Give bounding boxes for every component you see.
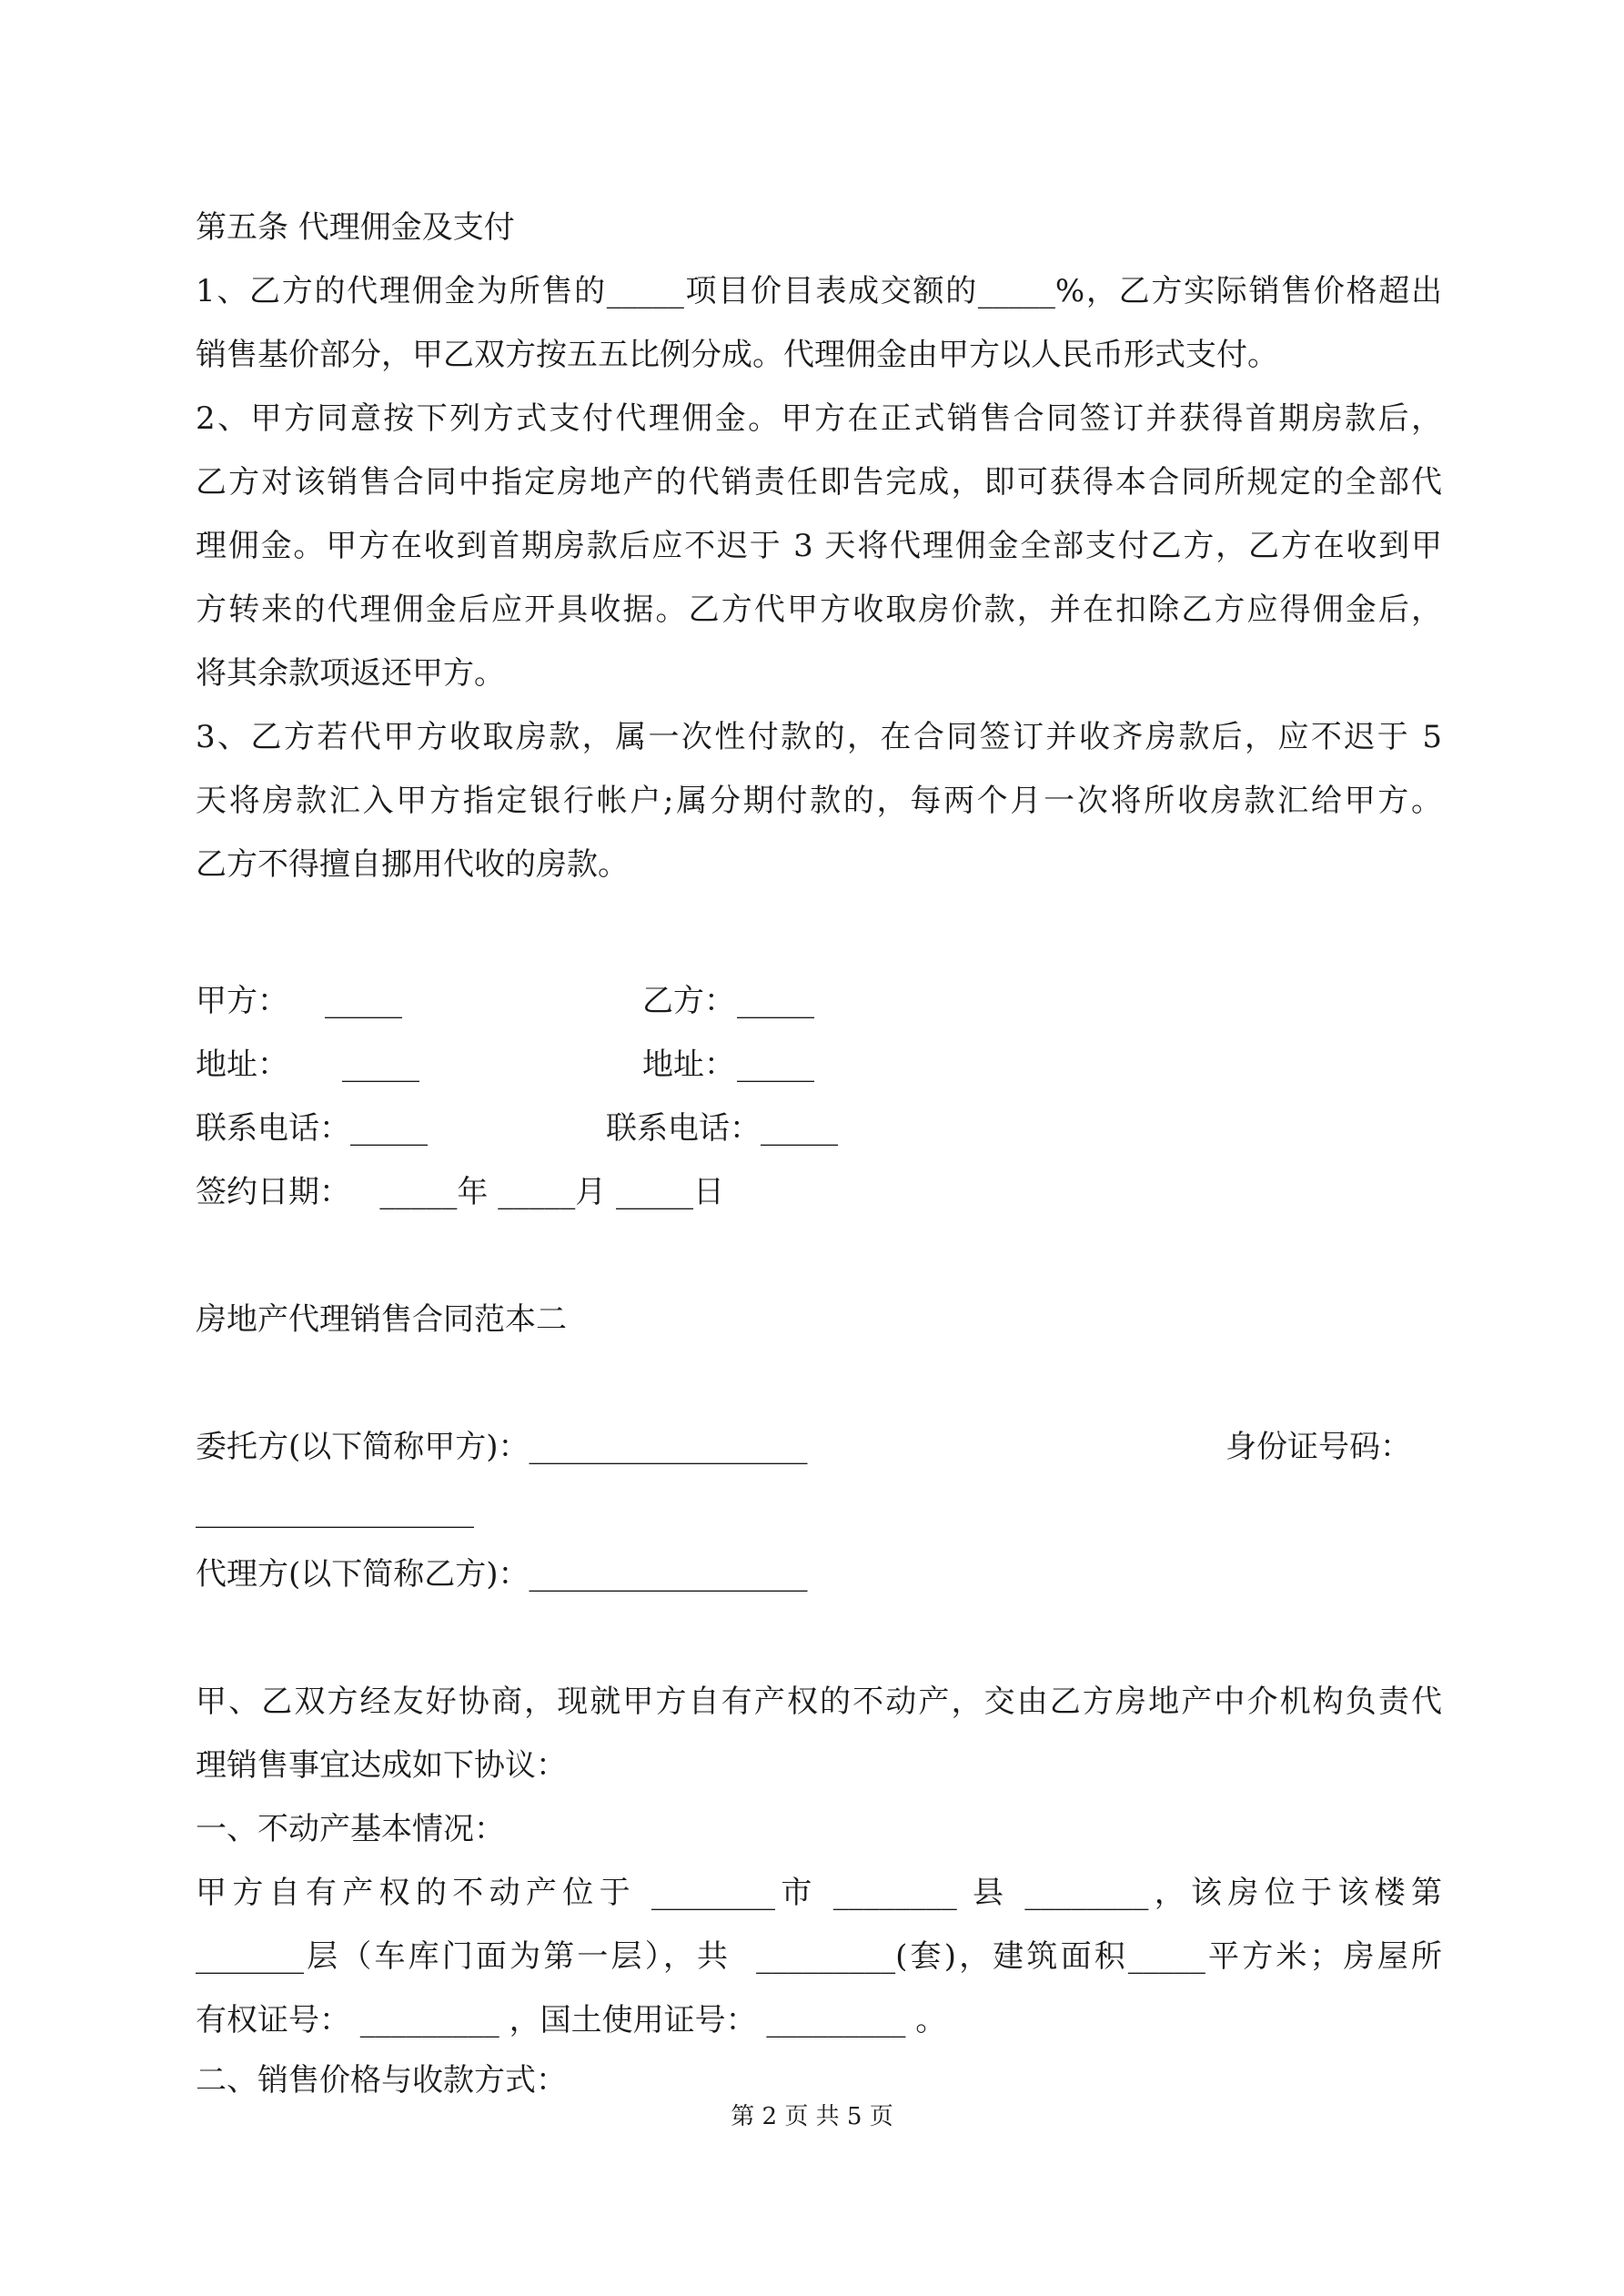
agent-line: 代理方(以下简称乙方)：__________________ <box>196 1556 808 1593</box>
paragraph-line: 天将房款汇入甲方指定银行帐户;属分期付款的，每两个月一次将所收房款汇给甲方。 <box>196 783 1442 819</box>
signing-date-line: 签约日期： _____年 _____月 _____日 <box>196 1174 725 1210</box>
clause-heading: 一、不动产基本情况： <box>196 1811 505 1847</box>
paragraph-line: 乙方对该销售合同中指定房地产的代销责任即告完成，即可获得本合同所规定的全部代 <box>196 464 1442 501</box>
address-a-blank: _____ <box>342 1047 419 1083</box>
paragraph-line: 乙方不得擅自挪用代收的房款。 <box>196 846 629 883</box>
id-number-label: 身份证号码： <box>1226 1429 1411 1465</box>
id-number-blank: __________________ <box>196 1492 474 1529</box>
party-a-blank: _____ <box>325 983 402 1019</box>
contract-title: 房地产代理销售合同范本二 <box>196 1301 567 1338</box>
paragraph-line: 2、甲方同意按下列方式支付代理佣金。甲方在正式销售合同签订并获得首期房款后， <box>196 400 1442 437</box>
paragraph-line: _______层（车库门面为第一层），共 _________(套)，建筑面积_____平方米；房屋所 <box>196 1938 1442 1975</box>
paragraph-line: 理佣金。甲方在收到首期房款后应不迟于 3 天将代理佣金全部支付乙方，乙方在收到甲 <box>196 528 1442 564</box>
page-footer: 第 2 页 共 5 页 <box>731 2103 893 2130</box>
party-a-label: 甲方： <box>196 983 288 1019</box>
phone-b-line: 联系电话：_____ <box>606 1110 838 1147</box>
paragraph-line: 甲、乙双方经友好协商，现就甲方自有产权的不动产，交由乙方房地产中介机构负责代 <box>196 1684 1442 1720</box>
paragraph-line: 方转来的代理佣金后应开具收据。乙方代甲方收取房价款，并在扣除乙方应得佣金后， <box>196 592 1442 628</box>
paragraph-line: 理销售事宜达成如下协议： <box>196 1747 567 1784</box>
paragraph-line: 甲方自有产权的不动产位于 ________市 ________ 县 ________，该房位于该楼第 <box>196 1875 1442 1911</box>
paragraph-line: 将其余款项返还甲方。 <box>196 655 505 692</box>
paragraph-line: 3、乙方若代甲方收取房款，属一次性付款的，在合同签订并收齐房款后，应不迟于 5 <box>196 719 1442 755</box>
address-b-blank: _____ <box>737 1047 814 1083</box>
address-a-label: 地址： <box>196 1047 288 1083</box>
section-heading: 第五条 代理佣金及支付 <box>196 209 515 246</box>
paragraph-line: 1、乙方的代理佣金为所售的_____项目价目表成交额的_____%，乙方实际销售价格超出 <box>196 273 1442 309</box>
party-b-blank: _____ <box>737 983 814 1019</box>
paragraph-line: 销售基价部分，甲乙双方按五五比例分成。代理佣金由甲方以人民币形式支付。 <box>196 337 1278 373</box>
phone-a-line: 联系电话：_____ <box>196 1110 428 1147</box>
party-b-label: 乙方： <box>642 983 735 1019</box>
clause-heading: 二、销售价格与收款方式： <box>196 2062 567 2099</box>
paragraph-line: 有权证号： _________ ，国土使用证号： _________ 。 <box>196 2002 947 2038</box>
address-b-label: 地址： <box>642 1047 735 1083</box>
client-line: 委托方(以下简称甲方)：__________________ <box>196 1429 808 1465</box>
